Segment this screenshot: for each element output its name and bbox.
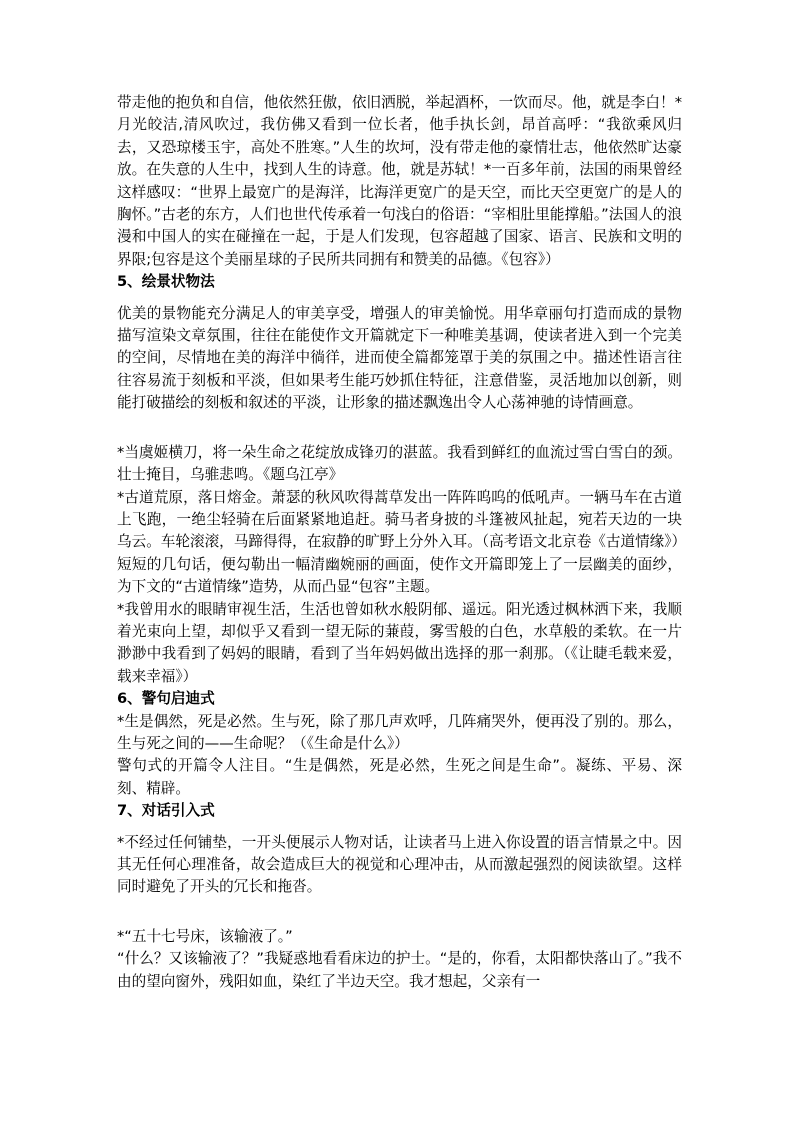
document-page — [117, 92, 687, 993]
paragraph: *生是偶然，死是必然。生与死，除了那几声欢呼，几阵痛哭外，便再没了别的。那么，生与死之间的——生命呢？（《生命是什么》） — [117, 712, 682, 752]
paragraph: “什么？又该输液了？”我疑惑地看看床边的护士。“是的，你看，太阳都快落山了。”我不由的望向窗外，残阳如血，染红了半边天空。我才想起，父亲有一 — [117, 950, 682, 990]
paragraph: *“五十七号床，该输液了。” — [117, 927, 293, 945]
section-heading: 7、对话引入式 — [117, 802, 215, 820]
paragraph: 短短的几句话，便勾勒出一幅清幽婉丽的画面，使作文开篇即笼上了一层幽美的面纱，为下文的“古道情缘”造势，从而凸显“包容”主题。 — [117, 555, 682, 596]
paragraph: *古道荒原，落日熔金。萧瑟的秋风吹得蒿草发出一阵阵呜呜的低吼声。一辆马车在古道上飞跑，一绝尘轻骑在后面紧紧地追赶。骑马者身披的斗篷被风扯起，宛若天边的一块乌云。车轮滚滚，马蹄得得，在寂静的旷野上分外入耳。（高考语文北京卷《古道情缘》） — [117, 488, 687, 551]
paragraph: *不经过任何铺垫，一开头便展示人物对话，让读者马上进入你设置的语言情景之中。因其无任何心理准备，故会造成巨大的视觉和心理冲击，从而激起强烈的阅读欲望。这样同时避免了开头的冗长和拖沓。 — [117, 833, 682, 896]
paragraph: *当虞姬横刀，将一朵生命之花绽放成锋刃的湛蓝。我看到鲜红的血流过雪白雪白的颈。壮士掩目，乌骓悲鸣。《题乌江亭》 — [117, 443, 682, 484]
paragraph: 带走他的抱负和自信，他依然狂傲，依旧洒脱，举起酒杯，一饮而尽。他，就是李白！*月光皎洁,清风吹过，我仿佛又看到一位长者，他手执长剑，昂首高呼：“我欲乘风归去，又恐琼楼玉宇，高处不胜寒。”人生的坎坷，没有带走他的豪情壮志，他依然旷达豪放。在失意的人生中，找到人生的诗意。他，就是苏轼！*一百多年前，法国的雨果曾经这样感叹：“世界上最宽广的是海洋，比海洋更宽广的是天空，而比天空更宽广的是人的胸怀。”古老的东方，人们也世代传承着一句浅白的俗语：“宰相肚里能撑船。”法国人的浪漫和中国人的实在碰撞在一起，于是人们发现，包容超越了国家、语言、民族和文明的界限;包容是这个美丽星球的子民所共同拥有和赞美的品德。《包容》） — [117, 94, 682, 268]
section-heading: 6、警句启迪式 — [117, 690, 215, 708]
paragraph: *我曾用水的眼睛审视生活，生活也曾如秋水般阴郁、遥远。阳光透过枫林洒下来，我顺着光束向上望，却似乎又看到一望无际的蒹葭，雾雪般的白色，水草般的柔软。在一片渺渺中我看到了妈妈的眼睛，看到了当年妈妈做出选择的那一刹那。（《让睫毛载来爱，载来幸福》） — [117, 600, 682, 685]
paragraph: 警句式的开篇令人注目。“生是偶然，死是必然，生死之间是生命”。凝练、平易、深刻、精辟。 — [117, 757, 682, 797]
paragraph: 优美的景物能充分满足人的审美享受，增强人的审美愉悦。用华章丽句打造而成的景物描写渲染文章氛围，往往在能使作文开篇就定下一种唯美基调，使读者进入到一个完美的空间，尽情地在美的海洋中徜徉，进而使全篇都笼罩于美的氛围之中。描述性语言往往容易流于刻板和平淡，但如果考生能巧妙抓住特征，注意借鉴，灵活地加以创新，则能打破描绘的刻板和叙述的平淡，让形象的描述飘逸出令人心荡神驰的诗情画意。 — [117, 304, 682, 412]
section-heading: 5、绘景状物法 — [117, 273, 215, 291]
